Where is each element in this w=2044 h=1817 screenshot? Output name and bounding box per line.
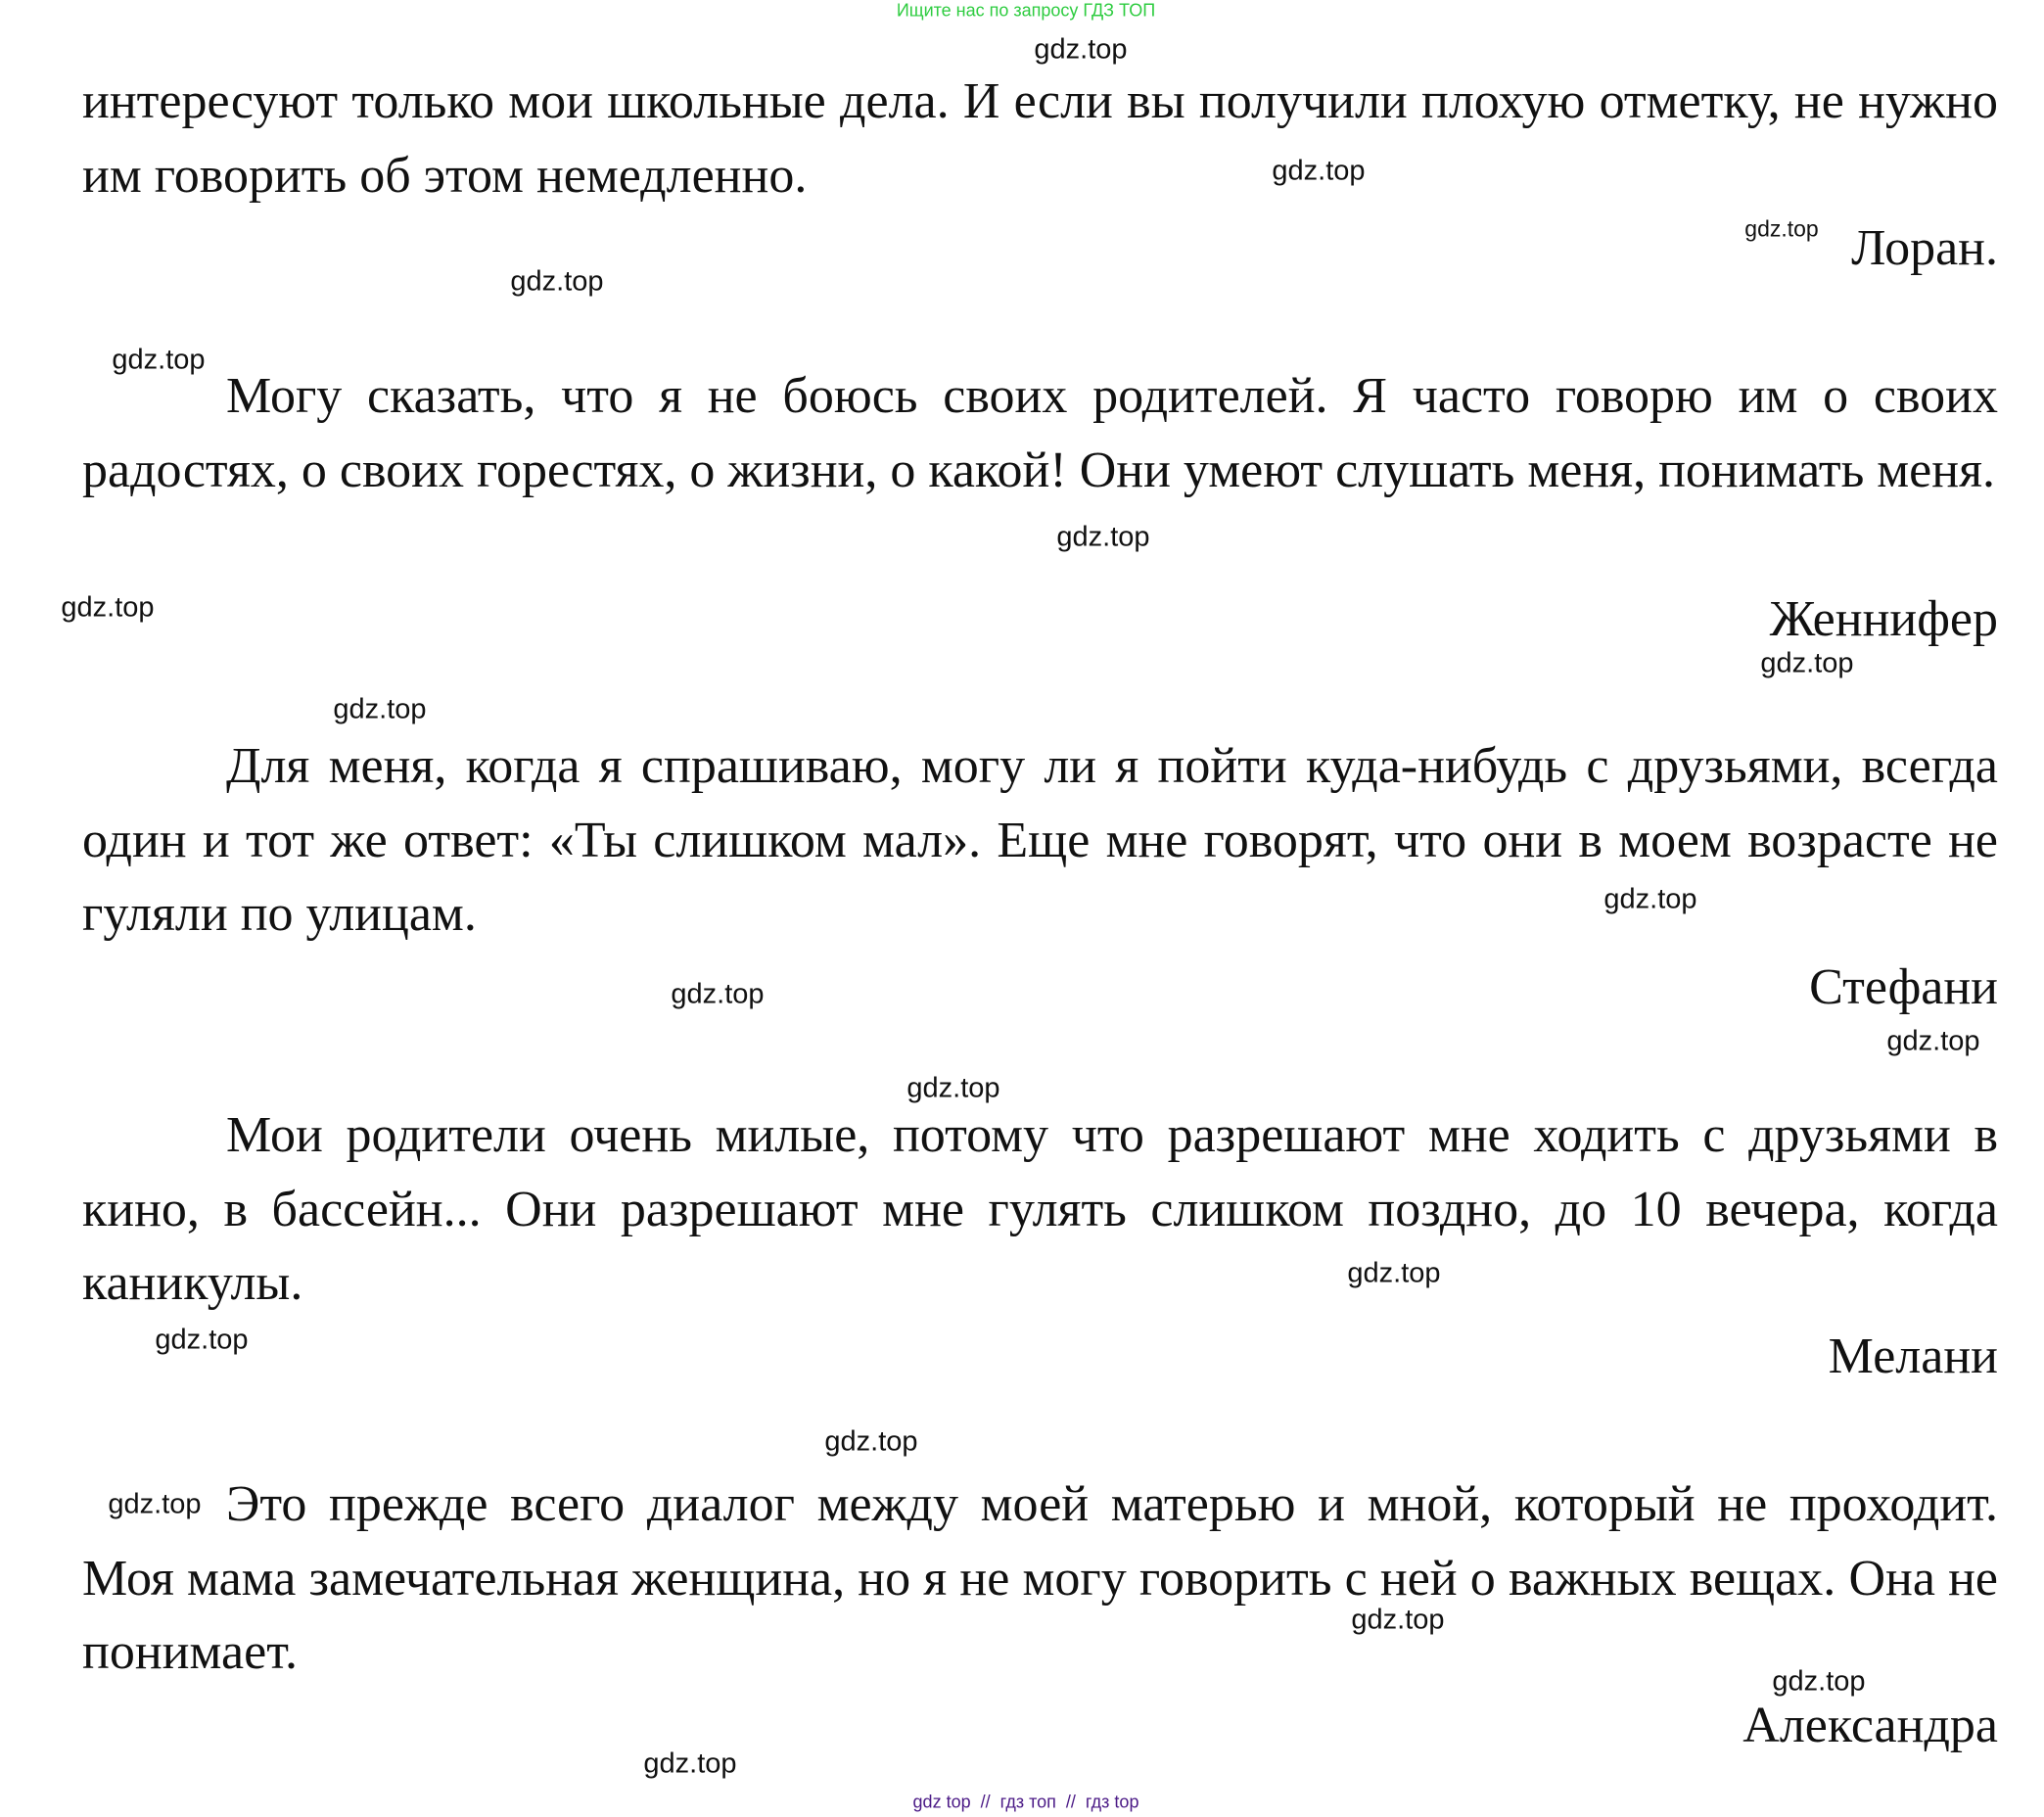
author-jennifer: Женнифер <box>1769 591 1998 647</box>
watermark: gdz.top <box>1744 215 1819 242</box>
author-melani: Мелани <box>1828 1328 1998 1384</box>
watermark: gdz.top <box>1760 647 1854 679</box>
watermark: gdz.top <box>1603 883 1697 915</box>
watermark: gdz.top <box>1886 1025 1980 1057</box>
watermark: gdz.top <box>906 1072 1000 1104</box>
watermark: gdz.top <box>333 693 427 725</box>
paragraph-loran: интересуют только мои школьные дела. И если вы получили плохую отметку, не нужно им говорить об этом немедленно. <box>82 73 1998 204</box>
watermark: gdz.top <box>510 265 604 298</box>
paragraph-jennifer: Могу сказать, что я не боюсь своих родителей. Я часто говорю им о своих радостях, о своих горестях, о жизни, о какой! Они умеют слушать меня, понимать меня. <box>82 368 1998 498</box>
paragraph-stefani: Для меня, когда я спрашиваю, могу ли я пойти куда-нибудь с друзьями, всегда один и тот же ответ: «Ты слишком мал». Еще мне говорят, что они в моем возрасте не гуляли по улицам. <box>82 738 1998 942</box>
watermark: gdz.top <box>112 344 206 376</box>
author-aleksandra: Александра <box>1742 1698 1998 1753</box>
watermark: gdz.top <box>824 1425 918 1458</box>
watermark: gdz.top <box>1272 155 1366 187</box>
watermark: gdz.top <box>1772 1665 1866 1698</box>
author-stefani: Стефани <box>1809 959 1998 1015</box>
paragraph-aleksandra: Это прежде всего диалог между моей матерью и мной, который не проходит. Моя мама замечательная женщина, но я не могу говорить с ней о важных вещах. Она не понимает. <box>82 1476 1998 1680</box>
watermark: gdz.top <box>61 591 155 624</box>
footer-links: gdz top // гдз топ // гдз top <box>912 1792 1139 1812</box>
watermark: gdz.top <box>108 1488 202 1520</box>
watermark: gdz.top <box>671 978 765 1010</box>
paragraph-melani: Мои родители очень милые, потому что разрешают мне ходить с друзьями в кино, в бассейн... Они разрешают мне гулять слишком поздно, до 10 вечера, когда каникулы. <box>82 1107 1998 1311</box>
author-loran: Лоран. <box>1851 220 1998 276</box>
watermark: gdz.top <box>1347 1257 1441 1289</box>
watermark: gdz.top <box>155 1324 249 1356</box>
watermark: gdz.top <box>1034 33 1128 66</box>
watermark: gdz.top <box>643 1747 737 1780</box>
watermark: gdz.top <box>1351 1604 1445 1636</box>
watermark: gdz.top <box>1056 521 1150 553</box>
search-banner: Ищите нас по запросу ГДЗ ТОП <box>896 0 1156 21</box>
